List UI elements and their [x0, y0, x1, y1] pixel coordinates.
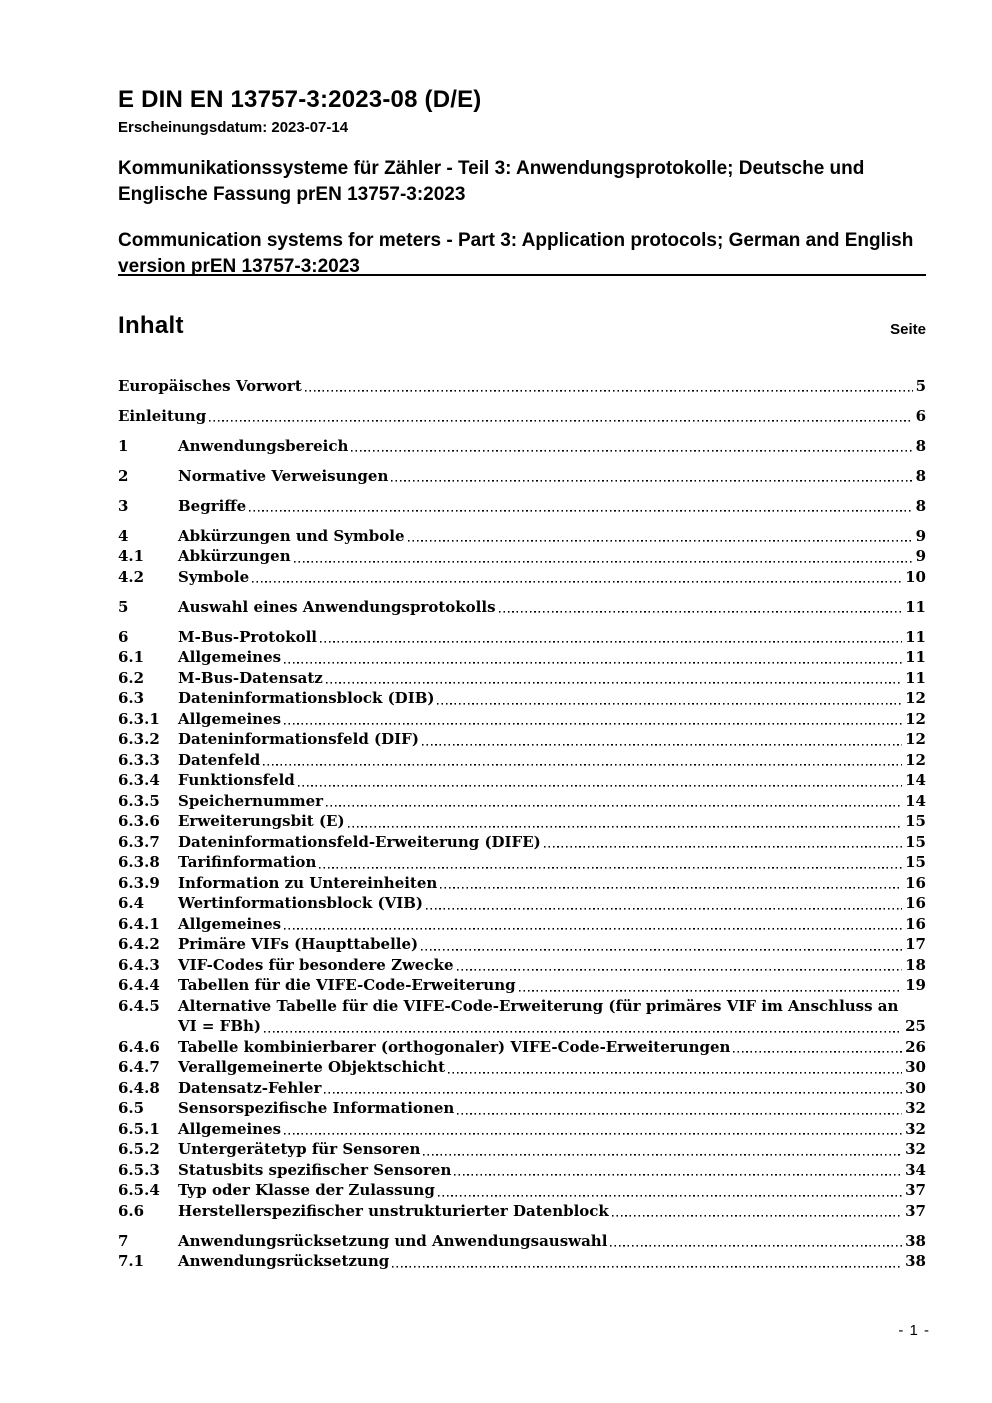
- toc-dot-leader: [249, 496, 912, 517]
- toc-entry-title: Datenfeld: [178, 750, 261, 769]
- toc-row: [118, 436, 926, 457]
- toc-entry-page: 32: [905, 1140, 926, 1158]
- toc-entry-title: Statusbits spezifischer Sensoren: [178, 1160, 452, 1179]
- toc-row: [118, 526, 926, 547]
- toc-row: [118, 750, 926, 771]
- toc-entry-number: 6.3.4: [118, 771, 160, 789]
- toc-dot-leader: [499, 597, 903, 618]
- toc-dot-leader: [298, 770, 902, 791]
- toc-row: [118, 1201, 926, 1222]
- toc-entry-number: 4: [118, 526, 129, 545]
- toc-entry-number: 6.5.1: [118, 1119, 160, 1138]
- toc-dot-leader: [519, 975, 903, 996]
- toc-entry-page: 38: [905, 1252, 926, 1270]
- toc-entry-number: 6.4.5: [118, 996, 160, 1015]
- toc-dot-leader: [348, 811, 903, 832]
- toc-entry-title: Tarifinformation: [178, 853, 317, 871]
- toc-row: [118, 1180, 926, 1201]
- toc-entry-number: 6: [118, 627, 129, 646]
- toc-entry-number: 6.4: [118, 894, 145, 912]
- toc-entry-title: Information zu Untereinheiten: [178, 873, 438, 892]
- toc-entry-number: 6.3.9: [118, 873, 160, 892]
- toc-dot-leader: [305, 376, 913, 397]
- toc-entry-page: 6: [915, 406, 926, 425]
- toc-entry-page: 37: [905, 1181, 926, 1199]
- document-title-german: Kommunikationssysteme für Zähler - Teil 3: Anwendungsprotokolle; Deutsche und Englische Fassung prEN 13757-3:2023: [118, 158, 865, 205]
- toc-row: [118, 934, 926, 955]
- toc-entry-number: 4.1: [118, 547, 145, 565]
- toc-entry-number: 3: [118, 496, 129, 515]
- toc-row: [118, 647, 926, 668]
- toc-entry-number: 6.3.8: [118, 853, 160, 871]
- toc-entry-page: 11: [905, 668, 926, 687]
- toc-entry-number: 6.3.2: [118, 730, 160, 748]
- toc-entry-number: 6.4.1: [118, 914, 160, 933]
- toc-entry-number: 6.4.7: [118, 1058, 160, 1076]
- toc-dot-leader: [392, 1251, 902, 1272]
- toc-row: [118, 893, 926, 914]
- toc-dot-leader: [252, 567, 902, 588]
- toc-entry-title: Sensorspezifische Informationen: [178, 1099, 455, 1117]
- toc-dot-leader: [284, 647, 902, 668]
- toc-entry-page: 25: [905, 1017, 926, 1035]
- toc-entry-number: 1: [118, 436, 129, 455]
- toc-row: [118, 668, 926, 689]
- toc-entry-title: Wertinformationsblock (VIB): [178, 894, 424, 912]
- toc-row: [118, 1057, 926, 1078]
- toc-row: [118, 955, 926, 976]
- toc-entry-title: Allgemeines: [178, 1119, 282, 1138]
- toc-entry-title: Verallgemeinerte Objektschicht: [178, 1058, 446, 1076]
- toc-dot-leader: [457, 1098, 902, 1119]
- toc-entry-number: 6.4.8: [118, 1078, 160, 1097]
- toc-entry-title: Tabelle kombinierbarer (orthogonaler) VIFE-Code-Erweiterungen: [178, 1037, 731, 1056]
- toc-row: [118, 770, 926, 791]
- toc-entry-page: 32: [905, 1119, 926, 1138]
- toc-entry-number: 6.3.3: [118, 750, 160, 769]
- toc-entry-title: M-Bus-Datensatz: [178, 668, 323, 687]
- toc-entry-title: Typ oder Klasse der Zulassung: [178, 1181, 435, 1199]
- toc-dot-leader: [457, 955, 903, 976]
- toc-entry-page: 8: [915, 466, 926, 485]
- toc-row: [118, 1016, 926, 1037]
- toc-entry-page: 12: [905, 709, 926, 728]
- toc-entry-page: 30: [905, 1078, 926, 1097]
- toc-dot-leader: [319, 852, 902, 873]
- header-divider: [118, 274, 926, 276]
- toc-row: [118, 1037, 926, 1058]
- toc-entry-number: 6.3.6: [118, 812, 160, 830]
- toc-dot-leader: [320, 627, 902, 648]
- toc-entry-page: 37: [905, 1201, 926, 1220]
- toc-dot-leader: [612, 1201, 902, 1222]
- toc-entry-number: 6.4.3: [118, 955, 160, 974]
- toc-row: [118, 832, 926, 853]
- toc-dot-leader: [733, 1037, 902, 1058]
- toc-entry-page: 12: [905, 730, 926, 748]
- toc-entry-title: Untergerätetyp für Sensoren: [178, 1140, 421, 1158]
- toc-entry-title: Symbole: [178, 567, 250, 586]
- toc-entry-page: 9: [915, 547, 926, 565]
- toc-row: [118, 546, 926, 567]
- toc-entry-number: 6.5.4: [118, 1181, 160, 1199]
- toc-row: [118, 975, 926, 996]
- toc-dot-leader: [438, 1180, 902, 1201]
- toc-entry-number: 6.4.2: [118, 935, 160, 953]
- toc-entry-title: Datensatz-Fehler: [178, 1078, 322, 1097]
- toc-entry-number: 4.2: [118, 567, 145, 586]
- toc-entry-page: 14: [905, 771, 926, 789]
- toc-entry-title: Funktionsfeld: [178, 771, 295, 789]
- toc-entry-page: 34: [905, 1160, 926, 1179]
- toc-entry-page: 10: [905, 567, 926, 586]
- toc-entry-title: Abkürzungen: [178, 547, 291, 565]
- toc-row: [118, 1231, 926, 1252]
- toc-entry-page: 32: [905, 1099, 926, 1117]
- toc-dot-leader: [324, 1078, 902, 1099]
- toc-dot-leader: [448, 1057, 902, 1078]
- toc-entry-page: 12: [905, 750, 926, 769]
- toc-entry-number: 7: [118, 1231, 129, 1250]
- toc-dot-leader: [610, 1231, 902, 1252]
- toc-entry-number: 6.5.2: [118, 1140, 160, 1158]
- toc-dot-leader: [351, 436, 912, 457]
- toc-dot-leader: [421, 934, 902, 955]
- toc-entry-number: 6.5.3: [118, 1160, 160, 1179]
- toc-entry-page: 11: [905, 627, 926, 646]
- toc-entry-number: 5: [118, 597, 129, 616]
- toc-dot-leader: [209, 406, 912, 427]
- toc-entry-page: 8: [915, 436, 926, 455]
- toc-list: [118, 366, 926, 1272]
- toc-row: [118, 1139, 926, 1160]
- toc-row: [118, 466, 926, 487]
- toc-row: [118, 996, 926, 1017]
- toc-entry-page: 11: [905, 597, 926, 616]
- toc-dot-leader: [264, 1016, 902, 1037]
- toc-row: [118, 688, 926, 709]
- toc-entry-title: Allgemeines: [178, 709, 282, 728]
- toc-row: [118, 1078, 926, 1099]
- toc-dot-leader: [284, 914, 902, 935]
- toc-entry-title: VI = FBh): [178, 1017, 261, 1035]
- toc-dot-leader: [544, 832, 902, 853]
- toc-entry-title: Abkürzungen und Symbole: [178, 526, 405, 545]
- toc-page-column-label: Seite: [890, 321, 926, 338]
- toc-row: [118, 873, 926, 894]
- footer-page-number: - 1 -: [898, 1322, 930, 1339]
- toc-entry-page: 12: [905, 689, 926, 707]
- toc-entry-page: 15: [905, 853, 926, 871]
- toc-dot-leader: [440, 873, 902, 894]
- toc-row: [118, 791, 926, 812]
- toc-entry-title: Erweiterungsbit (E): [178, 812, 345, 830]
- toc-entry-number: 6.1: [118, 648, 145, 666]
- toc-entry-page: 8: [915, 496, 926, 515]
- toc-entry-title: Normative Verweisungen: [178, 466, 389, 485]
- toc-row: [118, 406, 926, 427]
- toc-row: [118, 811, 926, 832]
- toc-entry-page: 16: [905, 914, 926, 933]
- toc-entry-number: 6.6: [118, 1201, 145, 1220]
- toc-row: [118, 376, 926, 397]
- toc-entry-number: 6.4.6: [118, 1037, 160, 1056]
- toc-entry-page: 26: [905, 1037, 926, 1056]
- toc-entry-number: 6.5: [118, 1099, 145, 1117]
- toc-entry-number: 6.2: [118, 668, 145, 687]
- toc-dot-leader: [294, 546, 913, 567]
- toc-entry-page: 19: [905, 976, 926, 994]
- toc-header-row: [118, 312, 926, 340]
- toc-entry-title: Auswahl eines Anwendungsprotokolls: [178, 597, 496, 616]
- toc-entry-number: 6.3.1: [118, 709, 160, 728]
- toc-entry-page: 17: [905, 935, 926, 953]
- toc-entry-title: Europäisches Vorwort: [118, 376, 302, 395]
- toc-entry-number: 2: [118, 466, 129, 485]
- toc-row: [118, 709, 926, 730]
- toc-entry-title: VIF-Codes für besondere Zwecke: [178, 955, 454, 974]
- toc-entry-title: Allgemeines: [178, 914, 282, 933]
- toc-entry-title: Dateninformationsfeld-Erweiterung (DIFE): [178, 832, 541, 851]
- toc-dot-leader: [426, 893, 902, 914]
- toc-entry-number: 6.4.4: [118, 976, 160, 994]
- toc-dot-leader: [284, 709, 902, 730]
- toc-entry-page: 18: [905, 955, 926, 974]
- toc-row: [118, 852, 926, 873]
- toc-row: [118, 567, 926, 588]
- toc-dot-leader: [437, 688, 902, 709]
- toc-row: [118, 627, 926, 648]
- toc-entry-number: 6.3.5: [118, 791, 160, 810]
- toc-dot-leader: [391, 466, 912, 487]
- toc-entry-title: Allgemeines: [178, 648, 282, 666]
- toc-row: [118, 1160, 926, 1181]
- toc-entry-title: Primäre VIFs (Haupttabelle): [178, 935, 419, 953]
- toc-entry-title: Begriffe: [178, 496, 247, 515]
- toc-dot-leader: [422, 729, 902, 750]
- toc-row: [118, 1251, 926, 1272]
- toc-entry-title: Herstellerspezifischer unstrukturierter Datenblock: [178, 1201, 609, 1220]
- toc-dot-leader: [454, 1160, 902, 1181]
- toc-entry-title: Dateninformationsfeld (DIF): [178, 730, 419, 748]
- toc-row: [118, 597, 926, 618]
- toc-dot-leader: [326, 668, 902, 689]
- toc-entry-page: 11: [905, 648, 926, 666]
- toc-entry-title: Anwendungsrücksetzung und Anwendungsauswahl: [178, 1231, 608, 1250]
- toc-entry-title: M-Bus-Protokoll: [178, 627, 317, 646]
- toc-entry-number: 7.1: [118, 1252, 145, 1270]
- release-date: Erscheinungsdatum: 2023-07-14: [118, 119, 349, 136]
- toc-row: [118, 1098, 926, 1119]
- toc-entry-page: 14: [905, 791, 926, 810]
- toc-entry-title: Einleitung: [118, 406, 207, 425]
- toc-entry-title: Dateninformationsblock (DIB): [178, 689, 435, 707]
- toc-row: [118, 496, 926, 517]
- toc-entry-title: Tabellen für die VIFE-Code-Erweiterung: [178, 976, 516, 994]
- toc-row: [118, 729, 926, 750]
- toc-row: [118, 914, 926, 935]
- toc-dot-leader: [326, 791, 902, 812]
- toc-entry-page: 15: [905, 832, 926, 851]
- toc-entry-page: 9: [915, 526, 926, 545]
- toc-entry-page: 5: [915, 376, 926, 395]
- toc-dot-leader: [284, 1119, 902, 1140]
- toc-entry-number: 6.3: [118, 689, 145, 707]
- toc-entry-page: 30: [905, 1058, 926, 1076]
- toc-heading: Inhalt: [118, 312, 184, 339]
- toc-entry-page: 38: [905, 1231, 926, 1250]
- toc-entry-page: 16: [905, 873, 926, 892]
- toc-entry-page: 15: [905, 812, 926, 830]
- toc-dot-leader: [263, 750, 902, 771]
- toc-entry-title: Speichernummer: [178, 791, 324, 810]
- toc-entry-title: Anwendungsrücksetzung: [178, 1252, 390, 1270]
- toc-dot-leader: [423, 1139, 902, 1160]
- toc-entry-number: 6.3.7: [118, 832, 160, 851]
- toc-row: [118, 1119, 926, 1140]
- toc-entry-title: Anwendungsbereich: [178, 436, 349, 455]
- toc-entry-page: 16: [905, 894, 926, 912]
- document-number-title: E DIN EN 13757-3:2023-08 (D/E): [118, 86, 482, 113]
- toc-entry-title: Alternative Tabelle für die VIFE-Code-Erweiterung (für primäres VIF im Anschluss an: [178, 996, 899, 1015]
- toc-dot-leader: [408, 526, 913, 547]
- document-title-english: Communication systems for meters - Part 3: Application protocols; German and English version prEN 13757-3:2023: [118, 230, 914, 277]
